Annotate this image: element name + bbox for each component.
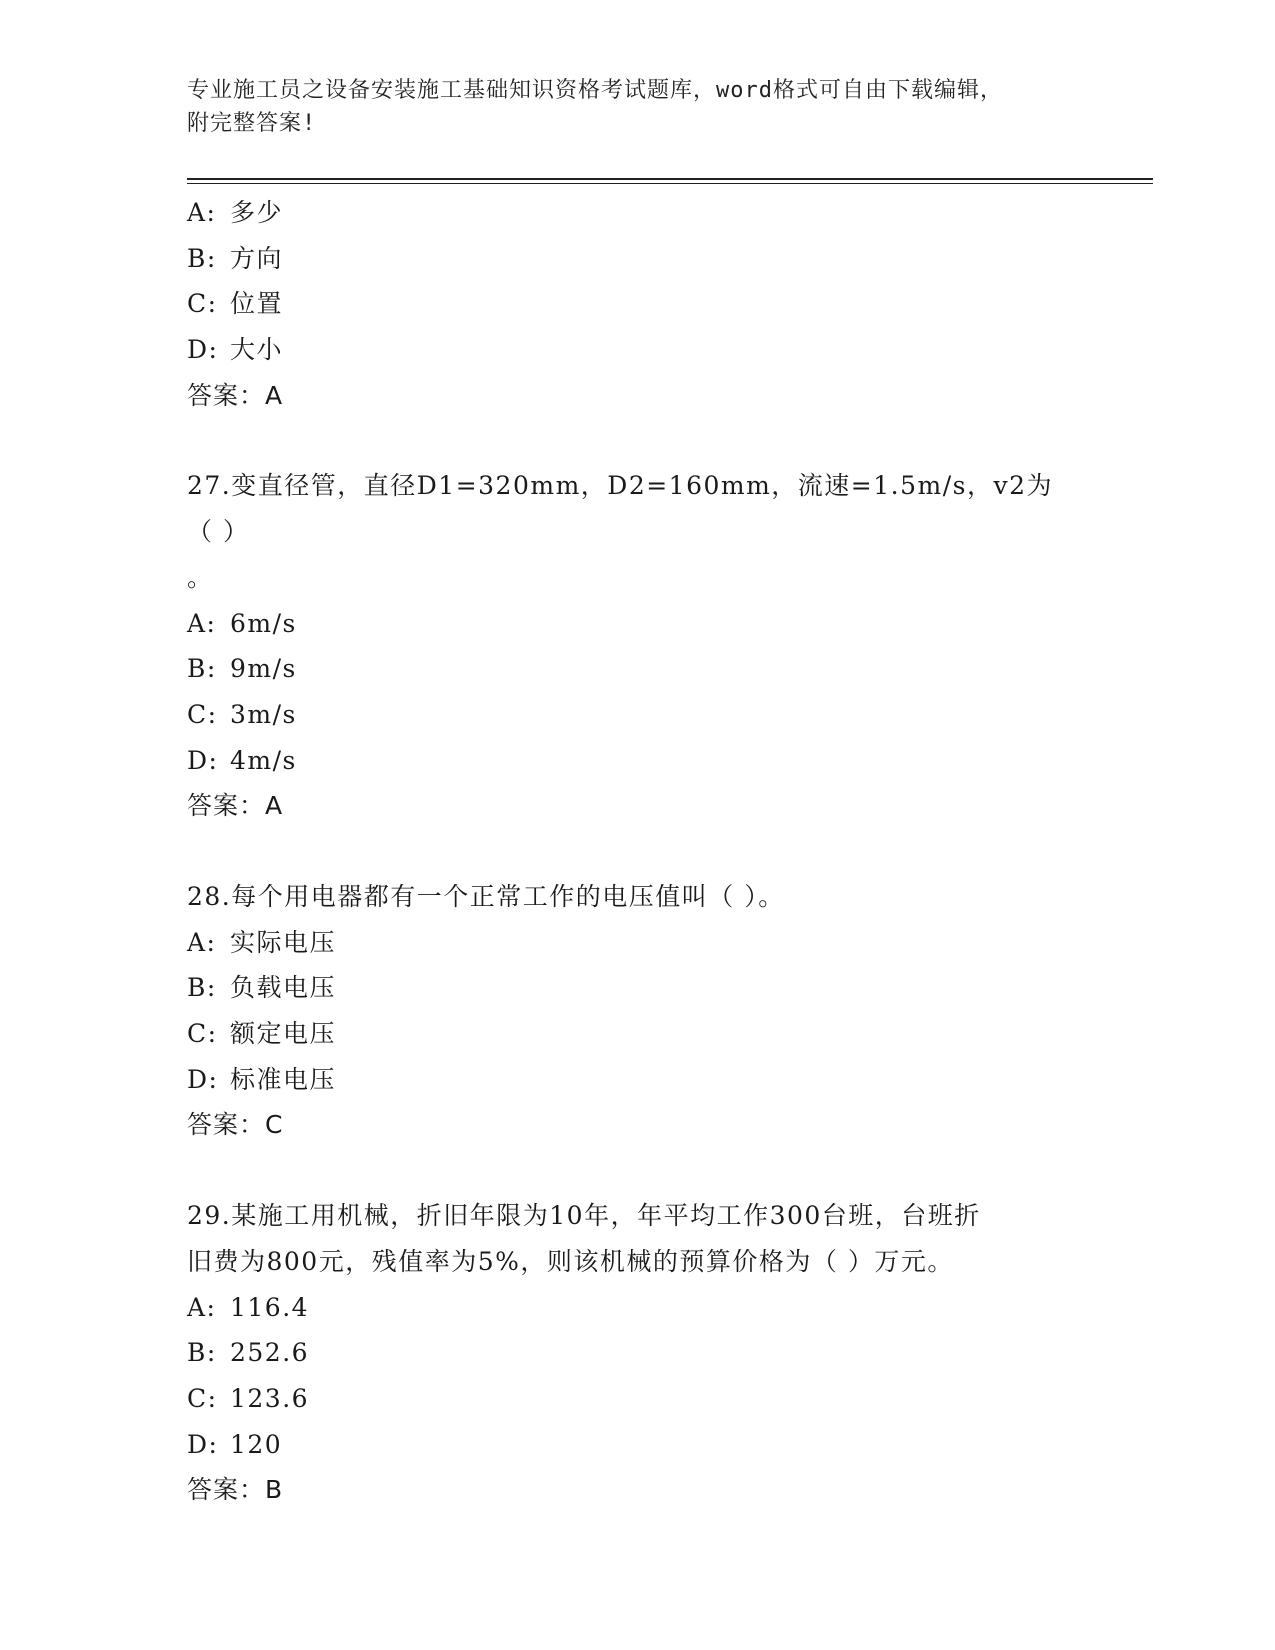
answer-line: 答案：C: [187, 1110, 284, 1140]
document-header: [187, 74, 1087, 140]
option-text: 116.4: [230, 1292, 310, 1322]
option-label: B:: [187, 973, 217, 1003]
question-text-line-1: 28.每个用电器都有一个正常工作的电压值叫（ ）。: [187, 881, 785, 911]
option-text: 多少: [230, 198, 284, 227]
question-29: [187, 1193, 1067, 1513]
header-divider-thick: [187, 178, 1153, 180]
question-list: [187, 190, 1067, 1513]
option-label: A:: [187, 608, 217, 638]
option-d: [187, 1422, 1067, 1468]
option-label: B:: [187, 654, 217, 684]
option-label: B:: [187, 1338, 217, 1368]
header-line-2: 附完整答案!: [187, 111, 317, 136]
option-text: 标准电压: [230, 1064, 337, 1094]
option-d: [187, 1057, 1067, 1103]
answer-line: 答案：A: [187, 380, 284, 410]
header-divider-thin: [187, 183, 1153, 184]
option-label: D:: [187, 1064, 219, 1094]
option-text: 4m/s: [230, 745, 297, 775]
header-line-1: 专业施工员之设备安装施工基础知识资格考试题库，word格式可自由下载编辑，: [187, 78, 1003, 103]
option-label: A:: [187, 1292, 217, 1322]
option-text: 方向: [230, 243, 284, 273]
question-26-continued: [187, 190, 1067, 418]
question-text-line-2: 旧费为800元，残值率为5%，则该机械的预算价格为（ ）万元。: [187, 1246, 954, 1276]
question-text-line-1: 29.某施工用机械，折旧年限为10年，年平均工作300台班，台班折: [187, 1201, 981, 1231]
option-label: C:: [187, 289, 218, 319]
option-text: 位置: [230, 289, 284, 319]
option-d: [187, 738, 1067, 784]
option-label: C:: [187, 1019, 218, 1049]
option-text: 9m/s: [230, 654, 297, 684]
question-27: [187, 463, 1067, 829]
option-b: [187, 236, 1067, 282]
option-label: C:: [187, 1383, 218, 1413]
option-text: 大小: [230, 335, 284, 365]
option-c: [187, 1376, 1067, 1422]
option-b: [187, 646, 1067, 692]
option-text: 123.6: [230, 1383, 310, 1413]
answer-line: 答案：A: [187, 791, 284, 821]
option-label: B:: [187, 243, 217, 273]
question-28: [187, 874, 1067, 1148]
option-c: [187, 281, 1067, 327]
option-text: 6m/s: [230, 608, 297, 638]
option-text: 120: [230, 1429, 283, 1459]
option-label: A:: [187, 198, 217, 227]
option-label: A:: [187, 927, 217, 957]
question-text-line-2: 。: [187, 562, 214, 592]
option-label: D:: [187, 335, 219, 365]
option-text: 实际电压: [230, 927, 337, 957]
option-a: [187, 190, 1067, 236]
question-text-line-1: 27.变直径管，直径D1=320mm，D2=160mm，流速=1.5m/s，v2为（ ）: [187, 471, 1054, 547]
option-label: D:: [187, 745, 219, 775]
answer-line: 答案：B: [187, 1475, 284, 1505]
option-text: 3m/s: [230, 699, 297, 729]
option-c: [187, 692, 1067, 738]
option-label: C:: [187, 699, 218, 729]
option-text: 负载电压: [230, 973, 337, 1003]
option-b: [187, 965, 1067, 1011]
option-a: [187, 1285, 1067, 1331]
option-d: [187, 327, 1067, 373]
option-label: D:: [187, 1429, 219, 1459]
option-c: [187, 1011, 1067, 1057]
option-a: [187, 601, 1067, 647]
option-a: [187, 920, 1067, 966]
option-b: [187, 1330, 1067, 1376]
option-text: 额定电压: [230, 1019, 337, 1049]
option-text: 252.6: [230, 1338, 310, 1368]
